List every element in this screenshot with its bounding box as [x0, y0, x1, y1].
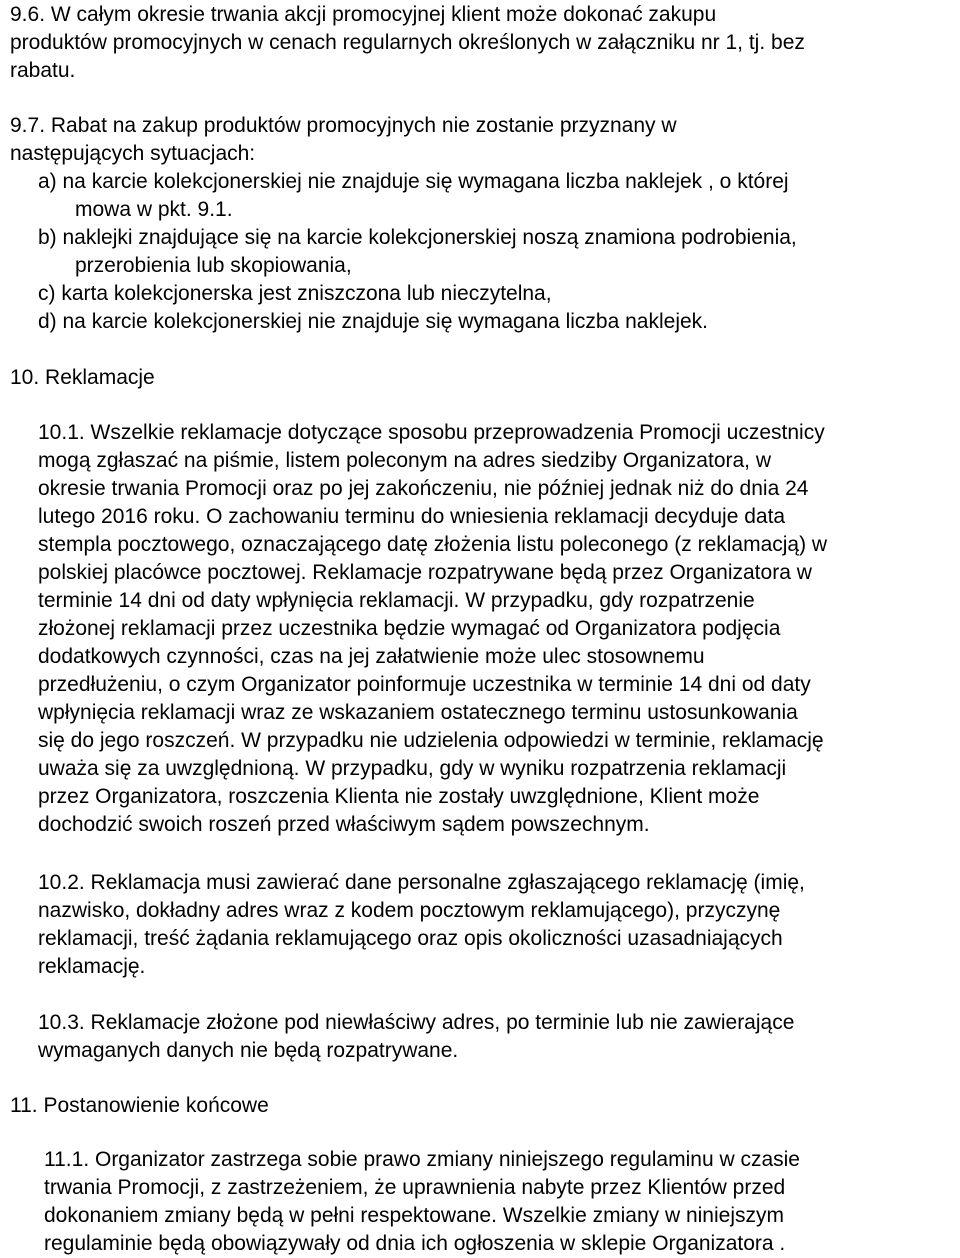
paragraph-line: produktów promocyjnych w cenach regularnych określonych w załączniku nr 1, tj. bez	[10, 31, 805, 54]
paragraph-line: rabatu.	[10, 59, 76, 82]
paragraph-line: reklamacji, treść żądania reklamującego oraz opis okoliczności uzasadniających	[38, 927, 783, 950]
list-item-line: c) karta kolekcjonerska jest zniszczona lub nieczytelna,	[38, 282, 552, 305]
paragraph-line: 10.1. Wszelkie reklamacje dotyczące sposobu przeprowadzenia Promocji uczestnicy	[38, 421, 825, 444]
paragraph-line: mogą zgłaszać na piśmie, listem poleconym na adres siedziby Organizatora, w	[38, 449, 772, 472]
paragraph-line: przedłużeniu, o czym Organizator poinformuje uczestnika w terminie 14 dni od daty	[38, 673, 811, 696]
paragraph-line: 10.3. Reklamacje złożone pod niewłaściwy adres, po terminie lub nie zawierające	[38, 1011, 795, 1034]
paragraph-line: dochodzić swoich roszeń przed właściwym sądem powszechnym.	[38, 813, 650, 836]
list-item-line: a) na karcie kolekcjonerskiej nie znajduje się wymagana liczba naklejek , o której	[38, 170, 789, 193]
paragraph-line: stempla pocztowego, oznaczającego datę złożenia listu poleconego (z reklamacją) w	[38, 533, 828, 556]
paragraph-line: dokonaniem zmiany będą w pełni respektowane. Wszelkie zmiany w niniejszym	[44, 1204, 784, 1227]
section-heading-text: 11. Postanowienie końcowe	[10, 1094, 269, 1117]
list-item-d	[38, 308, 708, 336]
paragraph-line: 9.7. Rabat na zakup produktów promocyjnych nie zostanie przyznany w	[10, 114, 677, 137]
section-heading-10	[10, 364, 155, 392]
list-item-b	[38, 224, 797, 280]
paragraph-10-2	[38, 869, 805, 981]
list-item-line: b) naklejki znajdujące się na karcie kolekcjonerskiej noszą znamiona podrobienia,	[38, 226, 797, 249]
section-heading-11	[10, 1092, 269, 1120]
list-item-line: mowa w pkt. 9.1.	[75, 198, 233, 221]
paragraph-line: uważa się za uwzględnioną. W przypadku, gdy w wyniku rozpatrzenia reklamacji	[38, 757, 787, 780]
paragraph-line: polskiej placówce pocztowej. Reklamacje rozpatrywane będą przez Organizatora w	[38, 561, 812, 584]
paragraph-line: się do jego roszczeń. W przypadku nie udzielenia odpowiedzi w terminie, reklamację	[38, 729, 824, 752]
paragraph-line: 9.6. W całym okresie trwania akcji promocyjnej klient może dokonać zakupu	[10, 3, 717, 26]
paragraph-line: 11.1. Organizator zastrzega sobie prawo zmiany niniejszego regulaminu w czasie	[44, 1148, 800, 1171]
paragraph-line: terminie 14 dni od daty wpłynięcia reklamacji. W przypadku, gdy rozpatrzenie	[38, 589, 755, 612]
paragraph-11-1	[44, 1146, 800, 1258]
paragraph-line: trwania Promocji, z zastrzeżeniem, że uprawnienia nabyte przez Klientów przed	[44, 1176, 786, 1199]
paragraph-line: regulaminie będą obowiązywały od dnia ich ogłoszenia w sklepie Organizatora .	[44, 1232, 786, 1255]
paragraph-line: lutego 2016 roku. O zachowaniu terminu do wniesienia reklamacji decyduje data	[38, 505, 786, 528]
list-item-line: przerobienia lub skopiowania,	[75, 254, 352, 277]
paragraph-line: przez Organizatora, roszczenia Klienta nie zostały uwzględnione, Klient może	[38, 785, 760, 808]
paragraph-line: wymaganych danych nie będą rozpatrywane.	[38, 1039, 459, 1062]
paragraph-line: 10.2. Reklamacja musi zawierać dane personalne zgłaszającego reklamację (imię,	[38, 871, 805, 894]
paragraph-9-6	[10, 1, 805, 85]
paragraph-9-7	[10, 112, 677, 168]
paragraph-line: wpłynięcia reklamacji wraz ze wskazaniem ostatecznego terminu ustosunkowania	[38, 701, 798, 724]
paragraph-10-1	[38, 419, 827, 839]
list-item-a	[38, 168, 789, 224]
section-heading-text: 10. Reklamacje	[10, 366, 155, 389]
list-item-line: d) na karcie kolekcjonerskiej nie znajduje się wymagana liczba naklejek.	[38, 310, 709, 333]
paragraph-line: złożonej reklamacji przez uczestnika będzie wymagać od Organizatora podjęcia	[38, 617, 781, 640]
paragraph-10-3	[38, 1009, 794, 1065]
paragraph-line: dodatkowych czynności, czas na jej załatwienie może ulec stosownemu	[38, 645, 705, 668]
paragraph-line: nazwisko, dokładny adres wraz z kodem pocztowym reklamującego), przyczynę	[38, 899, 781, 922]
paragraph-line: okresie trwania Promocji oraz po jej zakończeniu, nie później jednak niż do dnia 24	[38, 477, 809, 500]
paragraph-line: następujących sytuacjach:	[10, 142, 256, 165]
paragraph-line: reklamację.	[38, 955, 146, 978]
list-item-c	[38, 280, 552, 308]
